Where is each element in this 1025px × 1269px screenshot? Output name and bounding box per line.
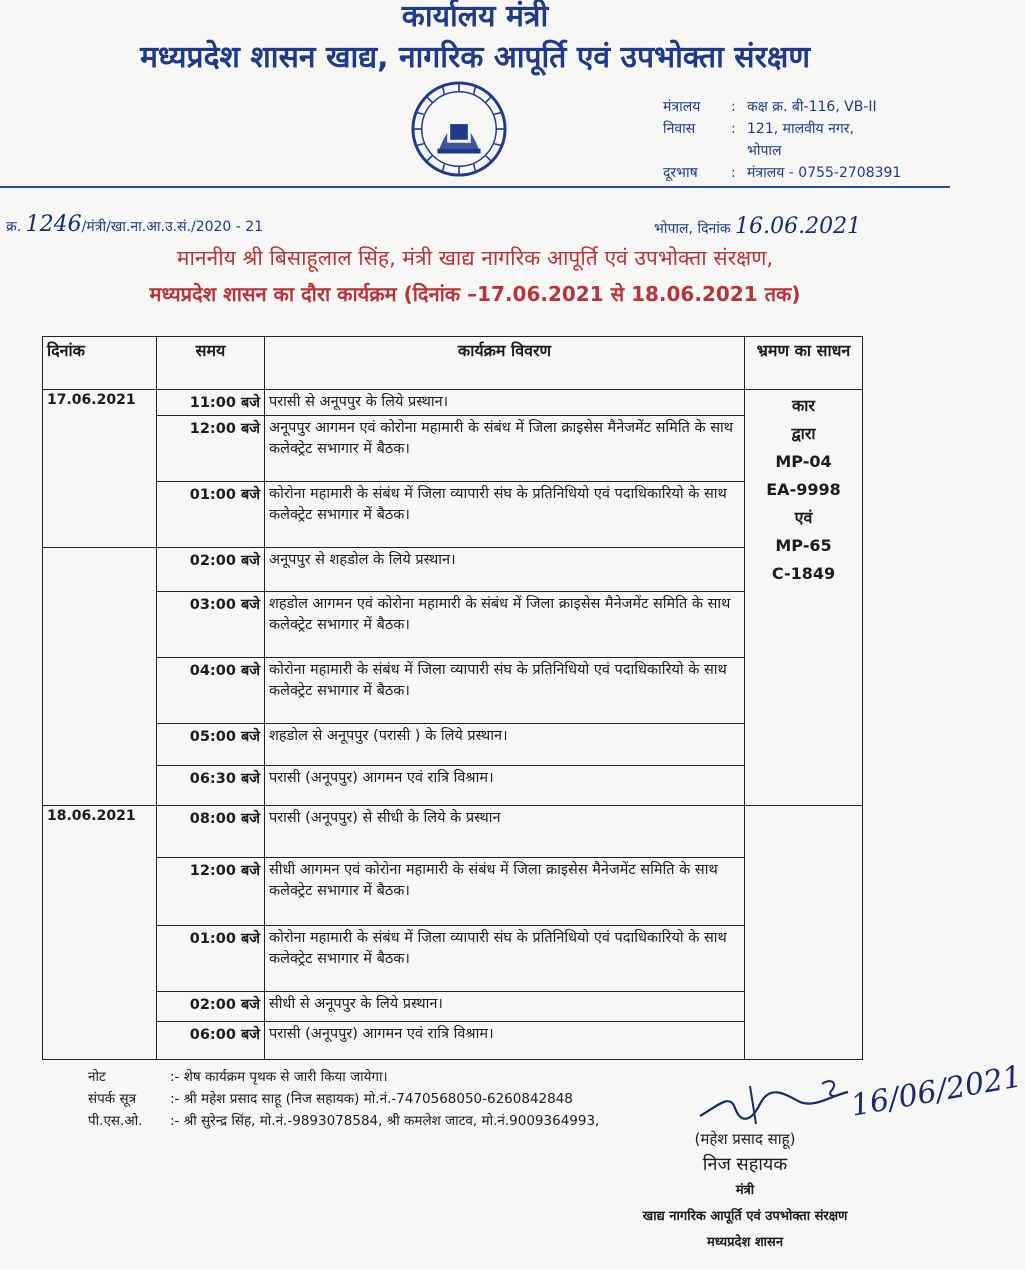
issue-date-line [654, 214, 861, 239]
office-title: कार्यालय मंत्री [401, 0, 549, 34]
contact-value: भोपाल [747, 143, 782, 159]
travel-mode-cell-empty [745, 806, 863, 1060]
time-cell: 11:00 बजे [157, 390, 265, 416]
ministry-title: मध्यप्रदेश शासन खाद्य, नागरिक आपूर्ति एवं उपभोक्ता संरक्षण [139, 40, 811, 75]
description-cell: शहडोल से अनूपपुर (परासी ) के लिये प्रस्थान। [265, 724, 745, 766]
note-value: :- श्री महेश प्रसाद साहू (निज सहायक) मो.नं.-7470568050-6260842848 [170, 1091, 573, 1107]
table-row [43, 1022, 863, 1060]
signatory-office-line: मध्यप्रदेश शासन [706, 1235, 784, 1250]
travel-line: C-1849 [771, 564, 836, 583]
travel-line: द्वारा [791, 424, 816, 443]
note-value: :- शेष कार्यक्रम पृथक से जारी किया जायेगा। [170, 1069, 388, 1085]
note-row [88, 1088, 599, 1110]
description-cell: अनूपपुर आगमन एवं कोरोना महामारी के संबंध में जिला क्राइसेस मैनेजमेंट समिति के साथ कलेक्ट्रेट सभागार में बैठक। [265, 416, 745, 482]
time-cell: 12:00 बजे [157, 416, 265, 482]
contact-label: दूरभाष [663, 165, 698, 181]
description-cell: परासी से अनूपपुर के लिये प्रस्थान। [265, 390, 745, 416]
signatory-office-line: मंत्री [735, 1183, 755, 1198]
contact-value: 121, मालवीय नगर, [747, 121, 854, 137]
description-cell: कोरोना महामारी के संबंध में जिला व्यापारी संघ के प्रतिनिधियो एवं पदाधिकारियो के साथ कलेक्ट्रेट सभागार में बैठक। [265, 926, 745, 992]
travel-line: MP-04 [775, 452, 832, 471]
time-cell: 08:00 बजे [157, 806, 265, 858]
travel-line: EA-9998 [766, 480, 841, 499]
description-cell: सीधी से अनूपपुर के लिये प्रस्थान। [265, 992, 745, 1022]
issue-date: 16.06.2021 [735, 214, 862, 239]
state-emblem-icon [410, 80, 508, 178]
signature-date: 16/06/2021 [848, 1059, 1025, 1124]
signatory-designation: निज सहायक [702, 1154, 788, 1175]
time-cell: 02:00 बजे [157, 548, 265, 592]
travel-line: कार [792, 396, 815, 415]
column-header: दिनांक [43, 337, 157, 390]
time-cell: 01:00 बजे [157, 926, 265, 992]
note-label: संपर्क सूत्र [88, 1091, 137, 1107]
signatory-name: (महेश प्रसाद साहू) [694, 1130, 796, 1148]
reference-line [6, 212, 263, 237]
time-cell: 01:00 बजे [157, 482, 265, 548]
time-cell: 03:00 बजे [157, 592, 265, 658]
program-title: माननीय श्री बिसाहूलाल सिंह, मंत्री खाद्य नागरिक आपूर्ति एवं उपभोक्ता संरक्षण, [176, 246, 774, 270]
date-cell: 17.06.2021 [43, 390, 157, 548]
description-cell: अनूपपुर से शहडोल के लिये प्रस्थान। [265, 548, 745, 592]
travel-line: MP-65 [775, 536, 832, 555]
table-row [43, 724, 863, 766]
header-divider [0, 186, 950, 188]
time-cell: 06:00 बजे [157, 1022, 265, 1060]
note-label: पी.एस.ओ. [88, 1113, 143, 1129]
travel-mode-cell [745, 390, 863, 806]
date-cell: 18.06.2021 [43, 806, 157, 1060]
table-row [43, 992, 863, 1022]
travel-line: एवं [794, 508, 813, 527]
reference-number: 1246 [25, 212, 82, 237]
time-cell: 02:00 बजे [157, 992, 265, 1022]
contact-label: मंत्रालय [663, 99, 701, 115]
table-row [43, 658, 863, 724]
table-row [43, 482, 863, 548]
table-header-row [43, 337, 863, 390]
time-cell: 05:00 बजे [157, 724, 265, 766]
time-cell: 04:00 बजे [157, 658, 265, 724]
signatory-office-line: खाद्य नागरिक आपूर्ति एवं उपभोक्ता संरक्षण [642, 1209, 848, 1224]
program-subtitle: मध्यप्रदेश शासन का दौरा कार्यक्रम (दिनांक –17.06.2021 से 18.06.2021 तक) [149, 282, 801, 306]
table-row [43, 548, 863, 592]
date-cell-empty [43, 548, 157, 806]
reference-suffix: /मंत्री/खा.ना.आ.उ.सं./2020 - 21 [81, 219, 264, 235]
description-cell: कोरोना महामारी के संबंध में जिला व्यापारी संघ के प्रतिनिधियो एवं पदाधिकारियो के साथ कलेक्ट्रेट सभागार में बैठक। [265, 658, 745, 724]
table-row [43, 806, 863, 858]
description-cell: सीधी आगमन एवं कोरोना महामारी के संबंध में जिला क्राइसेस मैनेजमेंट समिति के साथ कलेक्ट्रेट सभागार में बैठक। [265, 858, 745, 926]
table-row [43, 926, 863, 992]
description-cell: परासी (अनूपपुर) से सीधी के लिये के प्रस्थान [265, 806, 745, 858]
contact-label [663, 140, 731, 162]
note-value: :- श्री सुरेन्द्र सिंह, मो.नं.-9893078584, श्री कमलेश जाटव, मो.नं.9009364993, [170, 1113, 600, 1129]
contact-block: मंत्रालय : कक्ष क्र. बी-116, VB-II निवास : 121, मालवीय नगर, भोपाल दूरभाष : मंत्रालय - 0755-2708391 [663, 96, 901, 184]
column-header: भ्रमण का साधन [745, 337, 863, 390]
table-row [43, 592, 863, 658]
schedule-table [42, 336, 863, 1060]
time-cell: 12:00 बजे [157, 858, 265, 926]
contact-label: निवास [663, 121, 696, 137]
table-row [43, 390, 863, 416]
description-cell: परासी (अनूपपुर) आगमन एवं रात्रि विश्राम। [265, 766, 745, 806]
description-cell: कोरोना महामारी के संबंध में जिला व्यापारी संघ के प्रतिनिधियो एवं पदाधिकारियो के साथ कलेक्ट्रेट सभागार में बैठक। [265, 482, 745, 548]
description-cell: शहडोल आगमन एवं कोरोना महामारी के संबंध में जिला क्राइसेस मैनेजमेंट समिति के साथ कलेक्ट्रेट सभागार में बैठक। [265, 592, 745, 658]
note-row [88, 1066, 599, 1088]
note-row [88, 1110, 599, 1132]
issue-date-label: भोपाल, दिनांक [654, 221, 731, 237]
signature-block [600, 1126, 890, 1256]
note-label: नोट [88, 1069, 106, 1085]
description-cell: परासी (अनूपपुर) आगमन एवं रात्रि विश्राम। [265, 1022, 745, 1060]
notes-block [88, 1066, 599, 1132]
column-header: समय [157, 337, 265, 390]
contact-value: मंत्रालय - 0755-2708391 [747, 165, 902, 181]
contact-value: कक्ष क्र. बी-116, VB-II [747, 99, 877, 115]
table-row [43, 766, 863, 806]
time-cell: 06:30 बजे [157, 766, 265, 806]
column-header: कार्यक्रम विवरण [265, 337, 745, 390]
table-row [43, 858, 863, 926]
reference-prefix: क्र. [6, 219, 22, 235]
table-row [43, 416, 863, 482]
